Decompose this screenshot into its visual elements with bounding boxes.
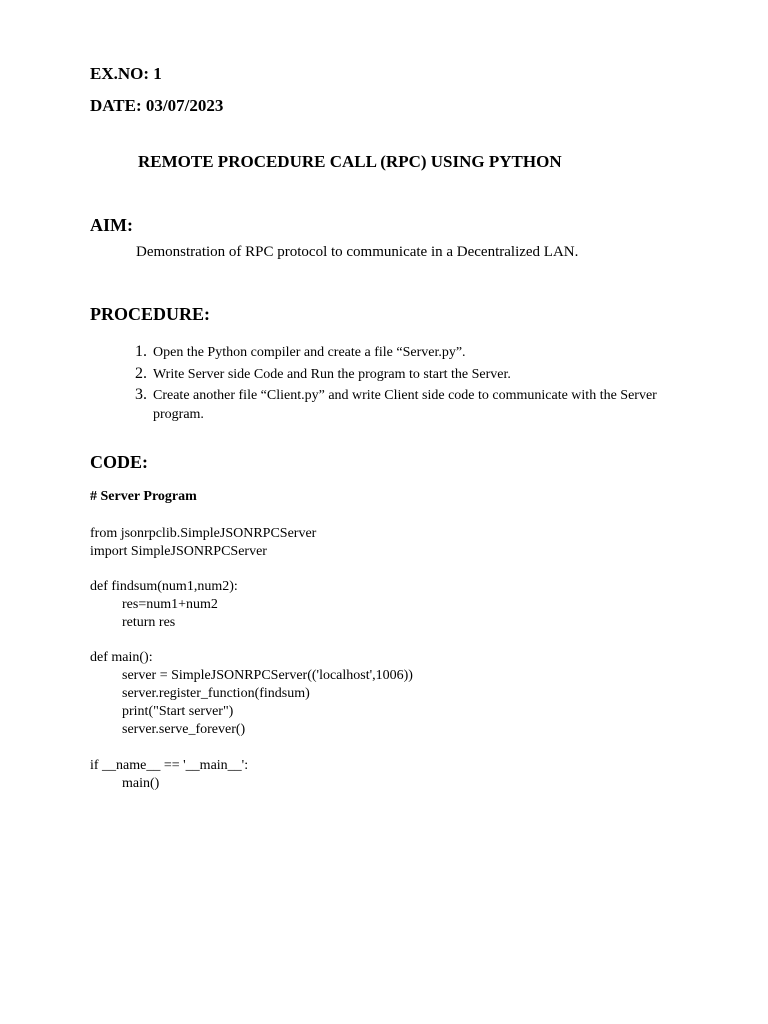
procedure-step-text: Create another file “Client.py” and write Client side code to communicate with the Server	[153, 388, 657, 403]
procedure-step-number: 1.	[135, 343, 147, 360]
exercise-date: DATE: 03/07/2023	[90, 96, 224, 115]
procedure-step-text: Open the Python compiler and create a file “Server.py”.	[153, 345, 466, 360]
code-line: def main():	[90, 650, 153, 665]
code-line: return res	[122, 615, 176, 630]
exercise-number: EX.NO: 1	[90, 64, 162, 83]
code-line: import SimpleJSONRPCServer	[90, 544, 267, 559]
code-line: if __name__ == '__main__':	[90, 758, 249, 773]
code-line: print("Start server")	[122, 704, 234, 719]
code-subheading: # Server Program	[90, 489, 197, 504]
code-line: server = SimpleJSONRPCServer(('localhost',1006))	[122, 668, 413, 683]
aim-text: Demonstration of RPC protocol to communicate in a Decentralized LAN.	[136, 244, 579, 260]
aim-heading: AIM:	[90, 215, 133, 235]
procedure-step-number: 2.	[135, 365, 147, 382]
code-line: res=num1+num2	[122, 597, 218, 612]
procedure-heading: PROCEDURE:	[90, 304, 210, 324]
procedure-step-number: 3.	[135, 386, 147, 403]
code-heading: CODE:	[90, 452, 148, 472]
document-title: REMOTE PROCEDURE CALL (RPC) USING PYTHON	[138, 152, 562, 171]
code-line: from jsonrpclib.SimpleJSONRPCServer	[90, 526, 317, 541]
procedure-step-text-continued: program.	[153, 407, 204, 422]
code-line: def findsum(num1,num2):	[90, 579, 238, 594]
code-line: server.register_function(findsum)	[122, 686, 310, 701]
code-line: main()	[122, 776, 160, 791]
code-line: server.serve_forever()	[122, 722, 246, 737]
procedure-step-text: Write Server side Code and Run the program to start the Server.	[153, 367, 511, 382]
